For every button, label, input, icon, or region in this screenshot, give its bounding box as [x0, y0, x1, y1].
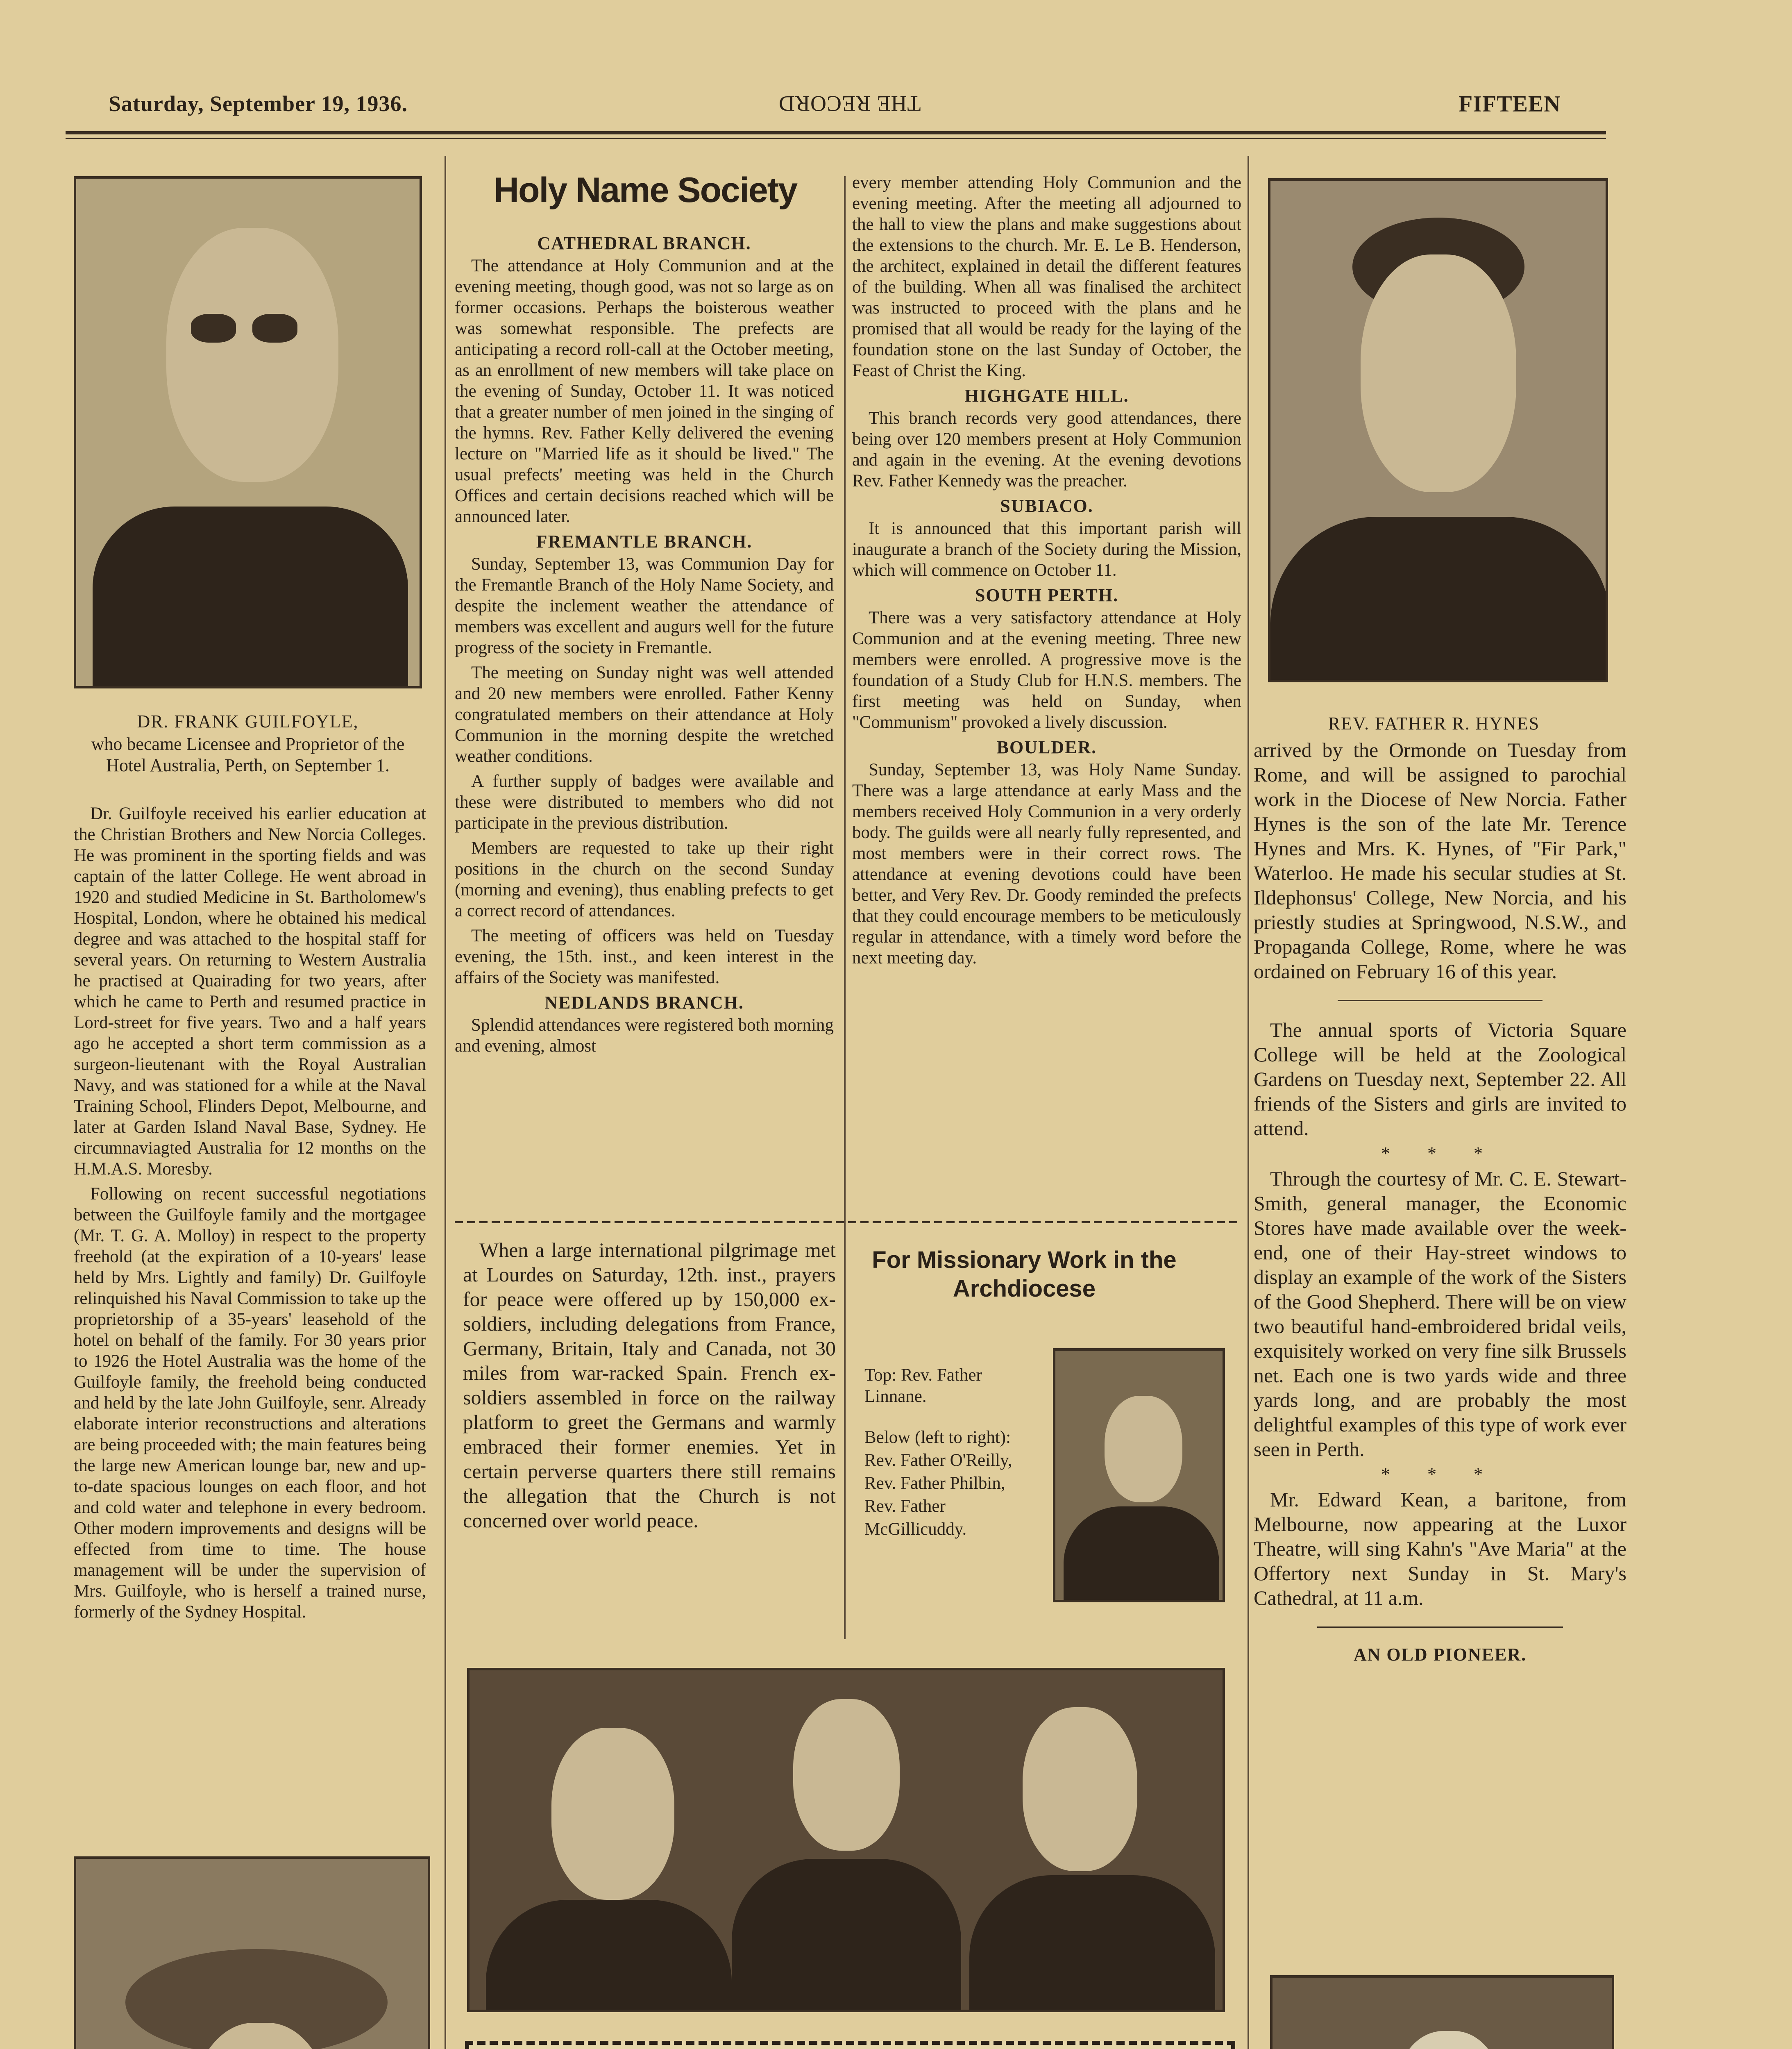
south-perth-text: There was a very satisfactory attendance at Holy Communion and at the evening meeting. Three new members were enrolled. A progressive move is the foundation of a Study Club for H.N.S. members. The first meeting was held on Sunday, when "Communism" provoked a lively discussion.: [852, 608, 1241, 732]
header-rule-thin: [66, 138, 1606, 139]
theatre-advertisement: [465, 2041, 1235, 2049]
photo-mrs-j-dowling: [1270, 1975, 1614, 2049]
boulder-heading: BOULDER.: [996, 737, 1097, 757]
boulder-text: Sunday, September 13, was Holy Name Sunday. There was a large attendance at early Mass and the members received Holy Communion in a very orderly body. The guilds were all nearly fully represented, and most members were in their correct rows. The attendance at evening devotions could have been better, and Very Rev. Dr. Goody reminded the prefects that they could encourage members to be meticulously regular in attendance, with a timely word before the next meeting day.: [852, 760, 1241, 968]
nedlands-continued: every member attending Holy Communion and the evening meeting. After the meeting all adjourned to the hall to view the plans and make suggestions about the extensions to the church. Mr. E. Le B. Henderson, the architect, explained in detail the different features of the building. When all was finalised the architect was instructed to proceed with the plans and he promised that all would be ready for the laying of the foundation stone on the last Sunday of October, the Feast of Christ the King.: [852, 173, 1241, 380]
photo1-subcaption: who became Licensee and Proprietor of the Hotel Australia, Perth, on September 1.: [91, 734, 405, 775]
fremantle-para-2: The meeting on Sunday night was well attended and 20 new members were enrolled. Father Kenny congratulated members on their attendance at Holy Communion in the morning despite the wretched weather conditions.: [455, 663, 834, 766]
subiaco-text: It is announced that this important parish will inaugurate a branch of the Society during the Mission, which will commence on October 11.: [852, 519, 1241, 580]
photo-mrs-e-needham: [74, 1856, 430, 2049]
header-rule: [66, 131, 1606, 134]
subiaco-heading: SUBIACO.: [1000, 496, 1093, 516]
fremantle-branch-heading: FREMANTLE BRANCH.: [536, 532, 753, 552]
holy-name-title-text: Holy Name Society: [493, 170, 797, 210]
highgate-text: This branch records very good attendances, there being over 120 members present at Holy Communion and again in the evening. At the evening devotions Rev. Father Kennedy was the preacher.: [852, 409, 1241, 491]
guilfoyle-para-2: Following on recent successful negotiations between the Guilfoyle family and the mortgagee (Mr. T. G. A. Molloy) in respect to the property freehold (at the expiration of a 10-years' lease held by Mrs. Lightly and family) Dr. Guilfoyle relinquished his Naval Commission to take up the proprietorship of a 35-years' leasehold of the hotel on behalf of the family. For 30 years prior to 1926 the Hotel Australia was the home of the Guilfoyle family, the freehold being conducted and held by the late John Guilfoyle, senr. Already elaborate interior reconstructions and alterations are being proceeded with; the main features being the large new American lounge bar, new and up-to-date spacious lounges on each floor, and hot and cold water and telephone in every bedroom. Other modern improvements and designs will be effected from time to time. The house management will be under the supervision of Mrs. Guilfoyle, who is herself a trained nurse, formerly of the Sydney Hospital.: [74, 1184, 426, 1622]
sports-text: The annual sports of Victoria Square College will be held at the Zoological Gardens on Tuesday next, September 22. All friends of the Sisters and girls are invited to attend.: [1254, 1018, 1626, 1140]
guilfoyle-para-1: Dr. Guilfoyle received his earlier education at the Christian Brothers and New Norcia Colleges. He was prominent in the sporting fields and was captain of the latter College. He went abroad in 1920 and studied Medicine in St. Bartholomew's Hospital, London, where he obtained his medical degree and was attached to the hospital staff for several years. On returning to Western Australia he practised at Quairading for two years, after which he came to Perth and resumed practice in Lord-street for five years. Two and a half years ago he accepted a short term commission as a surgeon-lieutenant with the Royal Australian Navy, and was stationed for a while at the Naval Training School, Flinders Depot, Melbourne, and later at Garden Island Naval Base, Sydney. He circumnaviagted Australia for 12 months on the H.M.A.S. Moresby.: [74, 804, 426, 1179]
nedlands-text: Splendid attendances were registered both morning and evening, almost: [455, 1015, 834, 1056]
masthead: THE RECORD: [778, 91, 921, 116]
column-rule: [445, 156, 446, 2049]
fremantle-para-1: Sunday, September 13, was Communion Day for the Fremantle Branch of the Holy Name Society, and despite the inclement weather the attendance of members was excellent and augurs well for the future progress of the society in Fremantle.: [455, 554, 834, 657]
missionary-caption-top: Top: Rev. Father Linnane.: [864, 1365, 982, 1406]
stewart-smith-text: Through the courtesy of Mr. C. E. Stewart-Smith, general manager, the Economic Stores have made available over the week-end, one of their Hay-street windows to display an example of the work of the Sisters of the Good Shepherd. There will be on view two beautiful hand-embroidered bridal veils, exquisitely worked on very fine silk Brussels net. Each one is two yards wide and three yards long, and are probably the most delightful examples of this type of work ever seen in Perth.: [1254, 1167, 1626, 1461]
holy-name-col1: [455, 229, 834, 1061]
stars-divider: * * *: [1381, 1143, 1499, 1163]
hynes-text: arrived by the Ormonde on Tuesday from Rome, and will be assigned to parochial work in the Diocese of New Norcia. Father Hynes is the son of the late Mr. Terence Hynes and Mrs. K. Hynes, of "Fir Park," Waterloo. He made his secular studies at St. Ildephonsus' College, New Norcia, and his priestly studies at Springwood, N.S.W., and Propaganda College, Rome, where he was ordained on February 16 of this year.: [1254, 738, 1626, 983]
kean-text: Mr. Edward Kean, a baritone, from Melbourne, now appearing at the Luxor Theatre, will sing Kahn's "Ave Maria" at the Offertory next Sunday in St. Mary's Cathedral, at 11 a.m.: [1254, 1488, 1626, 1609]
fremantle-para-5: The meeting of officers was held on Tuesday evening, the 15th. inst., and keen interest in the affairs of the Society was manifested.: [455, 926, 834, 987]
fremantle-para-4: Members are requested to take up their right positions in the church on the second Sunday (morning and evening), thus enabling prefects to get a correct record of attendances.: [455, 838, 834, 920]
issue-date: Saturday, September 19, 1936.: [109, 91, 408, 116]
missionary-caption-below: Below (left to right): Rev. Father O'Reilly, Rev. Father Philbin, Rev. Father McGillicuddy.: [864, 1428, 1012, 1539]
fremantle-para-3: A further supply of badges were available and these were distributed to members who did not participate in the previous distribution.: [455, 772, 834, 833]
nedlands-branch-heading: NEDLANDS BRANCH.: [544, 993, 744, 1013]
column-rule: [1248, 156, 1249, 2049]
cathedral-branch-heading: CATHEDRAL BRANCH.: [537, 233, 751, 253]
stars-divider: * * *: [1381, 1464, 1499, 1484]
cathedral-branch-text: The attendance at Holy Communion and at the evening meeting, though good, was not so large as on former occasions. Perhaps the boisterous weather was somewhat responsible. The prefects are anticipating a record roll-call at the October meeting, as an enrollment of new members will take place on the evening of Sunday, October 11. It was noticed that a greater number of men joined in the singing of the hymns. Rev. Father Kelly delivered the evening lecture on "Married life as it should be lived." The usual prefects' meeting was held in the Church Offices and certain decisions reached which will be announced later.: [455, 256, 834, 526]
photo-father-r-hynes: [1268, 178, 1608, 682]
lourdes-article: [463, 1238, 836, 1533]
guilfoyle-article: [74, 803, 426, 1626]
old-pioneer-heading: AN OLD PIONEER.: [1353, 1645, 1527, 1665]
south-perth-heading: SOUTH PERTH.: [975, 585, 1119, 605]
page-number: FIFTEEN: [1459, 91, 1561, 117]
missionary-title: For Missionary Work in the Archdiocese: [872, 1247, 1177, 1302]
wavy-divider: [455, 1221, 1241, 1223]
holy-name-title: [455, 170, 836, 211]
photo-dr-frank-guilfoyle: [74, 176, 422, 688]
lourdes-text: When a large international pilgrimage met at Lourdes on Saturday, 12th. inst., prayers for peace were offered up by 150,000 ex-soldiers, including delegations from France, Germany, Britain, Italy and Canada, not 30 miles from war-racked Spain. French ex-soldiers assembled in force on the railway platform to greet the Germans and warmly embraced their former enemies. Yet in certain perverse quarters there still remains the allegation that the Church is not concerned over world peace.: [463, 1238, 836, 1532]
right-column-text: [1254, 738, 1626, 1667]
photo-three-priests: [467, 1668, 1225, 2012]
photo-father-linnane: [1053, 1348, 1225, 1602]
holy-name-col2: [852, 172, 1241, 972]
highgate-heading: HIGHGATE HILL.: [964, 386, 1129, 406]
photo1-caption: DR. FRANK GUILFOYLE,: [137, 711, 359, 731]
hynes-caption: REV. FATHER R. HYNES: [1328, 713, 1540, 734]
column-rule: [844, 176, 846, 1639]
